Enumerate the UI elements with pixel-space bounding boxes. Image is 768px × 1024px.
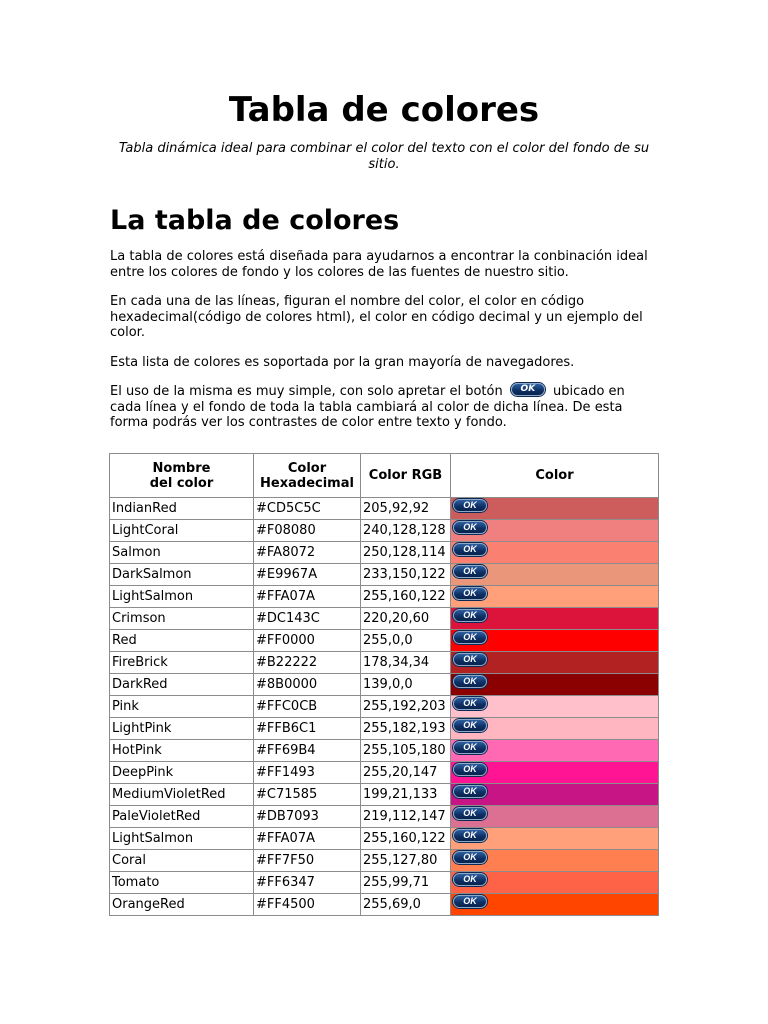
ok-button[interactable]: OK (453, 851, 487, 864)
color-swatch-cell (451, 740, 659, 762)
paragraph-usage (110, 384, 658, 431)
color-name-cell: PaleVioletRed (110, 806, 254, 828)
color-hex-cell: #FFC0CB (254, 696, 361, 718)
color-rgb-cell: 255,20,147 (361, 762, 451, 784)
header-color-hex (254, 454, 361, 498)
color-name-cell: Crimson (110, 608, 254, 630)
ok-button[interactable]: OK (453, 565, 487, 578)
color-rgb-cell: 255,0,0 (361, 630, 451, 652)
table-row (110, 872, 659, 894)
color-rgb-cell: 233,150,122 (361, 564, 451, 586)
section-heading: La tabla de colores (110, 205, 400, 236)
header-hex-line1: Color (287, 460, 327, 476)
ok-button[interactable]: OK (453, 807, 487, 820)
table-row (110, 718, 659, 740)
table-row (110, 652, 659, 674)
color-swatch-cell (451, 894, 659, 916)
color-swatch-cell (451, 806, 659, 828)
color-name-cell: LightCoral (110, 520, 254, 542)
color-swatch-cell (451, 542, 659, 564)
color-swatch-cell (451, 652, 659, 674)
color-name-cell: MediumVioletRed (110, 784, 254, 806)
color-hex-cell: #FFB6C1 (254, 718, 361, 740)
color-hex-cell: #CD5C5C (254, 498, 361, 520)
color-hex-cell: #FFA07A (254, 586, 361, 608)
color-hex-cell: #FF7F50 (254, 850, 361, 872)
color-hex-cell: #FF0000 (254, 630, 361, 652)
color-hex-cell: #8B0000 (254, 674, 361, 696)
table-row (110, 894, 659, 916)
paragraph-columns: En cada una de las líneas, figuran el nombre del color, el color en código hexadecimal(código de colores html), el color en código decimal y un ejemplo del color. (110, 294, 643, 340)
color-rgb-cell: 199,21,133 (361, 784, 451, 806)
ok-button[interactable]: OK (453, 741, 487, 754)
table-row (110, 696, 659, 718)
ok-button[interactable]: OK (453, 653, 487, 666)
color-rgb-cell: 255,69,0 (361, 894, 451, 916)
color-hex-cell: #FF1493 (254, 762, 361, 784)
color-name-cell: HotPink (110, 740, 254, 762)
color-name-cell: Salmon (110, 542, 254, 564)
ok-button[interactable]: OK (453, 763, 487, 776)
ok-button[interactable]: OK (453, 873, 487, 886)
color-rgb-cell: 255,99,71 (361, 872, 451, 894)
header-color-name (110, 454, 254, 498)
table-row (110, 784, 659, 806)
color-swatch-cell (451, 608, 659, 630)
ok-button[interactable]: OK (453, 609, 487, 622)
ok-button[interactable]: OK (453, 719, 487, 732)
table-row (110, 520, 659, 542)
ok-button[interactable]: OK (453, 543, 487, 556)
color-rgb-cell: 255,182,193 (361, 718, 451, 740)
table-row (110, 674, 659, 696)
table-row (110, 498, 659, 520)
header-name-line2: del color (149, 475, 214, 491)
table-row (110, 762, 659, 784)
ok-button[interactable]: OK (453, 521, 487, 534)
ok-button[interactable]: OK (453, 895, 487, 908)
color-hex-cell: #FF4500 (254, 894, 361, 916)
color-hex-cell: #E9967A (254, 564, 361, 586)
table-row (110, 806, 659, 828)
header-hex-line2: Hexadecimal (260, 475, 354, 491)
color-rgb-cell: 255,160,122 (361, 828, 451, 850)
color-swatch-cell (451, 630, 659, 652)
color-swatch-cell (451, 762, 659, 784)
color-swatch-cell (451, 674, 659, 696)
color-name-cell: Red (110, 630, 254, 652)
color-table (109, 453, 659, 916)
color-name-cell: Tomato (110, 872, 254, 894)
color-hex-cell: #C71585 (254, 784, 361, 806)
color-name-cell: DeepPink (110, 762, 254, 784)
color-swatch-cell (451, 498, 659, 520)
color-rgb-cell: 255,127,80 (361, 850, 451, 872)
ok-button[interactable]: OK (453, 499, 487, 512)
color-hex-cell: #DB7093 (254, 806, 361, 828)
color-name-cell: IndianRed (110, 498, 254, 520)
color-hex-cell: #B22222 (254, 652, 361, 674)
color-swatch-cell (451, 784, 659, 806)
color-swatch-cell (451, 850, 659, 872)
color-rgb-cell: 250,128,114 (361, 542, 451, 564)
color-name-cell: LightPink (110, 718, 254, 740)
color-rgb-cell: 219,112,147 (361, 806, 451, 828)
intro-text (110, 249, 658, 445)
ok-button-example: OK (511, 383, 545, 396)
color-swatch-cell (451, 718, 659, 740)
paragraph-browser-support: Esta lista de colores es soportada por la gran mayoría de navegadores. (110, 354, 575, 370)
color-name-cell: FireBrick (110, 652, 254, 674)
color-hex-cell: #FFA07A (254, 828, 361, 850)
color-rgb-cell: 205,92,92 (361, 498, 451, 520)
table-row (110, 608, 659, 630)
color-swatch-cell (451, 520, 659, 542)
ok-button[interactable]: OK (453, 829, 487, 842)
ok-button[interactable]: OK (453, 587, 487, 600)
color-hex-cell: #DC143C (254, 608, 361, 630)
color-swatch-cell (451, 872, 659, 894)
table-row (110, 828, 659, 850)
color-rgb-cell: 255,192,203 (361, 696, 451, 718)
color-hex-cell: #FA8072 (254, 542, 361, 564)
table-row (110, 740, 659, 762)
table-row (110, 542, 659, 564)
color-name-cell: DarkRed (110, 674, 254, 696)
header-name-line1: Nombre (152, 460, 211, 476)
table-row (110, 850, 659, 872)
color-rgb-cell: 240,128,128 (361, 520, 451, 542)
color-swatch-cell (451, 696, 659, 718)
table-row (110, 630, 659, 652)
color-rgb-cell: 178,34,34 (361, 652, 451, 674)
page-subtitle: Tabla dinámica ideal para combinar el color del texto con el color del fondo de su sitio. (118, 141, 650, 172)
color-rgb-cell: 220,20,60 (361, 608, 451, 630)
color-name-cell: OrangeRed (110, 894, 254, 916)
color-rgb-cell: 139,0,0 (361, 674, 451, 696)
color-name-cell: LightSalmon (110, 586, 254, 608)
table-row (110, 586, 659, 608)
color-swatch-cell (451, 586, 659, 608)
usage-text-after: ubicado en cada línea y el fondo de toda la tabla cambiará al color de dicha línea. De esta forma podrás ver los contrastes de color entre texto y fondo. (110, 384, 625, 430)
header-color-rgb: Color RGB (361, 454, 451, 498)
color-name-cell: DarkSalmon (110, 564, 254, 586)
paragraph-description: La tabla de colores está diseñada para ayudarnos a encontrar la conbinación ideal entre los colores de fondo y los colores de las fuentes de nuestro sitio. (110, 249, 648, 280)
ok-button[interactable]: OK (453, 631, 487, 644)
color-name-cell: Pink (110, 696, 254, 718)
table-header-row (110, 454, 659, 498)
color-hex-cell: #FF69B4 (254, 740, 361, 762)
color-name-cell: Coral (110, 850, 254, 872)
ok-button[interactable]: OK (453, 675, 487, 688)
table-row (110, 564, 659, 586)
header-color-swatch: Color (451, 454, 659, 498)
usage-text-before: El uso de la misma es muy simple, con solo apretar el botón (110, 384, 503, 399)
page-title: Tabla de colores (228, 90, 540, 130)
color-name-cell: LightSalmon (110, 828, 254, 850)
color-rgb-cell: 255,105,180 (361, 740, 451, 762)
color-rows (110, 498, 659, 916)
color-swatch-cell (451, 564, 659, 586)
ok-button[interactable]: OK (453, 785, 487, 798)
color-hex-cell: #FF6347 (254, 872, 361, 894)
ok-button[interactable]: OK (453, 697, 487, 710)
color-hex-cell: #F08080 (254, 520, 361, 542)
color-rgb-cell: 255,160,122 (361, 586, 451, 608)
color-swatch-cell (451, 828, 659, 850)
